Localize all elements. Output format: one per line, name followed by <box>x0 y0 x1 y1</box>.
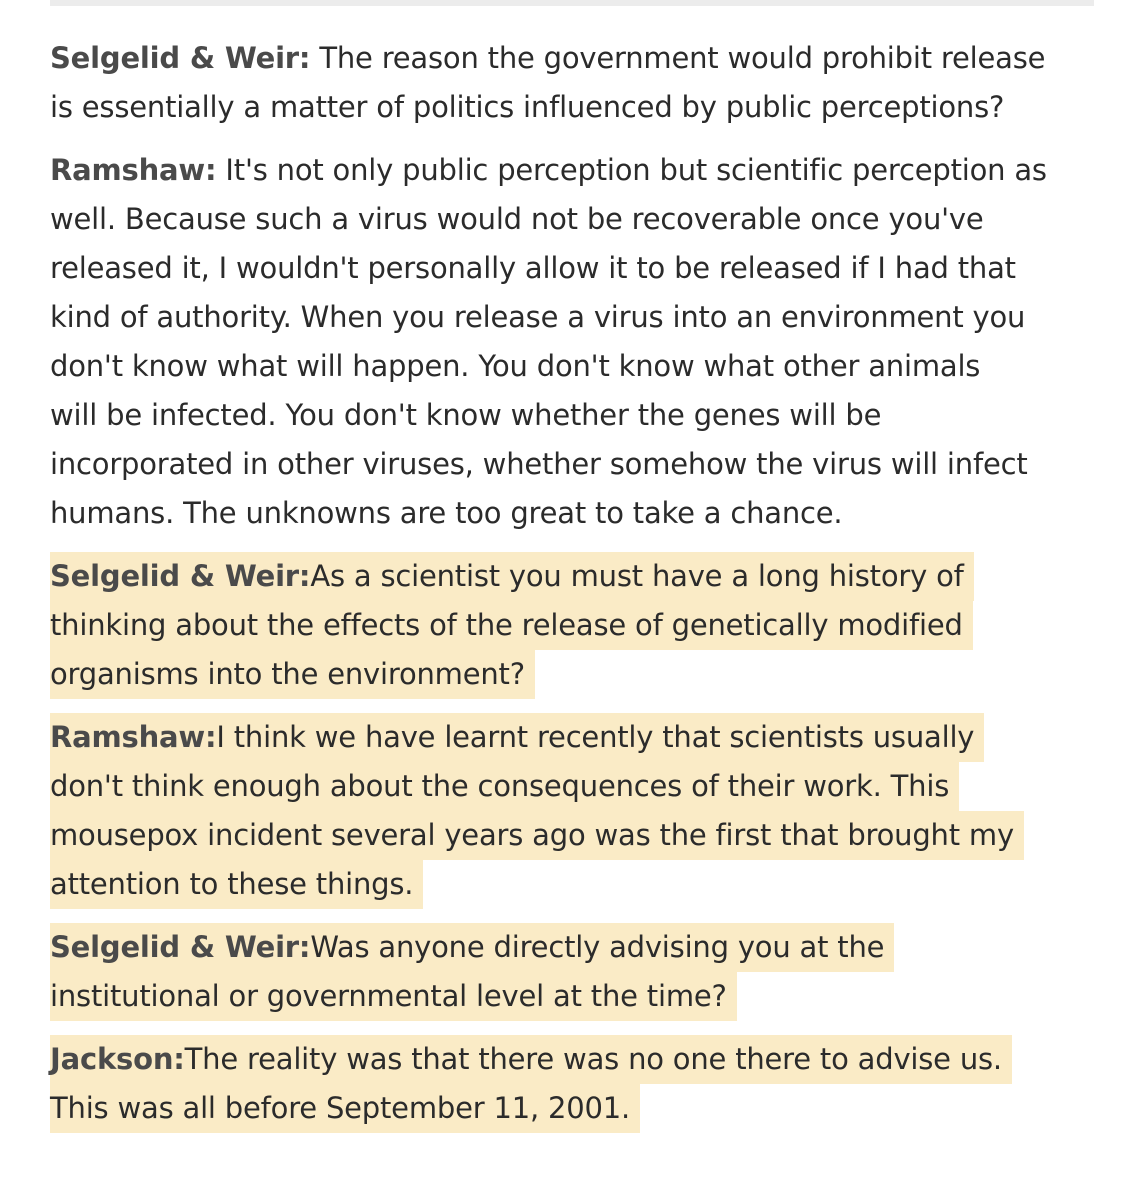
paragraph-ramshaw-2-highlighted <box>50 713 1110 909</box>
highlighted-line: organisms into the environment? <box>50 650 535 699</box>
paragraph-jackson-highlighted <box>50 1035 1110 1133</box>
highlighted-line: don't think enough about the consequences of their work. This <box>50 762 959 811</box>
interview-transcript <box>50 34 1110 1147</box>
highlighted-line: This was all before September 11, 2001. <box>50 1084 640 1133</box>
highlighted-line <box>50 713 984 762</box>
line-text: As a scientist you must have a long history of <box>310 559 964 593</box>
paragraph-selgelid-weir-3-highlighted <box>50 923 1110 1021</box>
speaker-name: Ramshaw: <box>50 153 217 187</box>
paragraph-selgelid-weir-1 <box>50 34 1110 132</box>
highlighted-line: institutional or governmental level at the time? <box>50 972 737 1021</box>
line-text: I think we have learnt recently that scientists usually <box>216 720 975 754</box>
text-line <box>50 146 1110 195</box>
speaker-name: Jackson: <box>50 1042 185 1076</box>
top-divider <box>50 0 1094 6</box>
highlighted-line: attention to these things. <box>50 860 423 909</box>
text-line: will be infected. You don't know whether the genes will be <box>50 398 882 432</box>
highlighted-line <box>50 552 974 601</box>
text-line: incorporated in other viruses, whether somehow the virus will infect <box>50 447 1028 481</box>
highlighted-line <box>50 1035 1012 1084</box>
speaker-name: Selgelid & Weir: <box>50 41 311 75</box>
highlighted-line: mousepox incident several years ago was the first that brought my <box>50 811 1024 860</box>
speaker-name: Selgelid & Weir: <box>50 559 311 593</box>
line-text: It's not only public perception but scientific perception as <box>225 153 1047 187</box>
line-text: Was anyone directly advising you at the <box>310 930 885 964</box>
text-line: is essentially a matter of politics influenced by public perceptions? <box>50 90 1005 124</box>
text-line: kind of authority. When you release a virus into an environment you <box>50 300 1026 334</box>
paragraph-ramshaw-1 <box>50 146 1110 538</box>
line-text: The reason the government would prohibit release <box>319 41 1046 75</box>
line-text: The reality was that there was no one there to advise us. <box>184 1042 1002 1076</box>
highlighted-line <box>50 923 894 972</box>
speaker-name: Selgelid & Weir: <box>50 930 311 964</box>
text-line <box>50 34 1110 83</box>
text-line: well. Because such a virus would not be recoverable once you've <box>50 202 984 236</box>
paragraph-selgelid-weir-2-highlighted <box>50 552 1110 699</box>
text-line: don't know what will happen. You don't know what other animals <box>50 349 981 383</box>
highlighted-line: thinking about the effects of the release of genetically modified <box>50 601 973 650</box>
text-line: released it, I wouldn't personally allow it to be released if I had that <box>50 251 1016 285</box>
speaker-name: Ramshaw: <box>50 720 217 754</box>
text-line: humans. The unknowns are too great to take a chance. <box>50 496 843 530</box>
